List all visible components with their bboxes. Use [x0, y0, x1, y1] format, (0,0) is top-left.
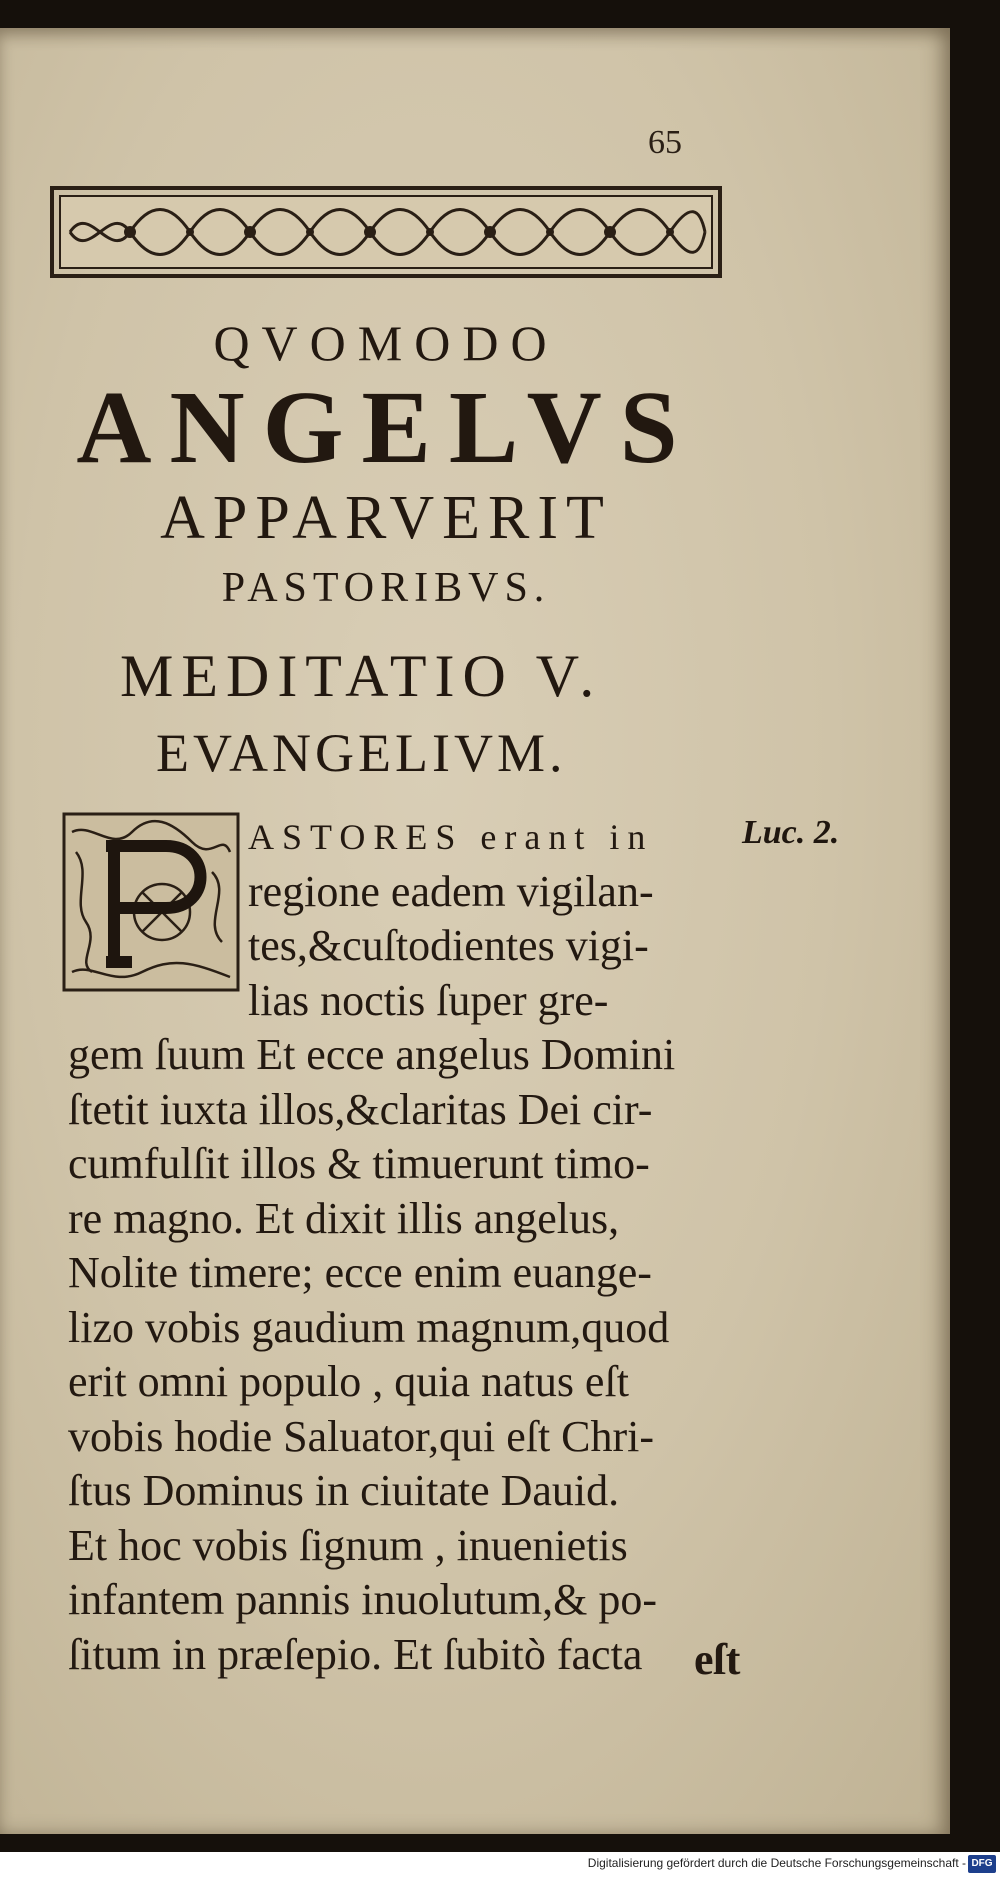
catchword: eſt — [694, 1635, 741, 1684]
title-line-apparuerit: APPARVERIT — [160, 484, 612, 552]
meditation-heading: MEDITATIO V. — [120, 643, 603, 709]
title-line-pastoribus: PASTORIBVS. — [221, 565, 551, 611]
text-line: gem ſuum Et ecce angelus Domini — [68, 1030, 676, 1079]
text-line: ſtus Dominus in ciuitate Dauid. — [68, 1466, 620, 1515]
funding-credit: Digitalisierung gefördert durch die Deutsche Forschungsgemeinschaft - — [587, 1856, 966, 1870]
text-line: erit omni populo , quia natus eſt — [68, 1357, 629, 1406]
text-line: re magno. Et dixit illis angelus, — [68, 1193, 620, 1243]
text-line: tes,&cuſtodientes vigi- — [248, 921, 649, 970]
headpiece-ornament — [50, 186, 722, 278]
marginal-reference: Luc. 2. — [742, 814, 840, 851]
dfg-logo: DFG — [968, 1855, 996, 1873]
text-line: regione eadem vigilan- — [248, 866, 654, 916]
text-line: cumfulſit illos & timuerunt timo- — [68, 1139, 650, 1188]
digitization-footer — [0, 1852, 1000, 1877]
text-line: ASTORES erant in — [248, 817, 654, 857]
title-line-angelus: ANGELVS — [76, 370, 696, 485]
page-number: 65 — [648, 124, 682, 161]
title-line-quomodo: QVOMODO — [213, 315, 559, 371]
text-line: ſtetit iuxta illos,&claritas Dei cir- — [68, 1084, 653, 1134]
text-line: ſitum in præſepio. Et ſubitò facta — [68, 1629, 643, 1679]
book-page — [0, 28, 950, 1834]
text-line: lizo vobis gaudium magnum,quod — [68, 1302, 670, 1352]
section-heading: EVANGELIVM. — [156, 723, 567, 783]
text-line: infantem pannis inuolutum,& po- — [68, 1575, 658, 1624]
text-line: vobis hodie Saluator,qui eſt Chri- — [68, 1411, 655, 1461]
gospel-text — [68, 808, 748, 1682]
text-line: lias noctis ſuper gre- — [248, 975, 609, 1025]
text-line: Et hoc vobis ſignum , inuenietis — [68, 1520, 628, 1570]
text-line: Nolite timere; ecce enim euange- — [68, 1248, 652, 1297]
